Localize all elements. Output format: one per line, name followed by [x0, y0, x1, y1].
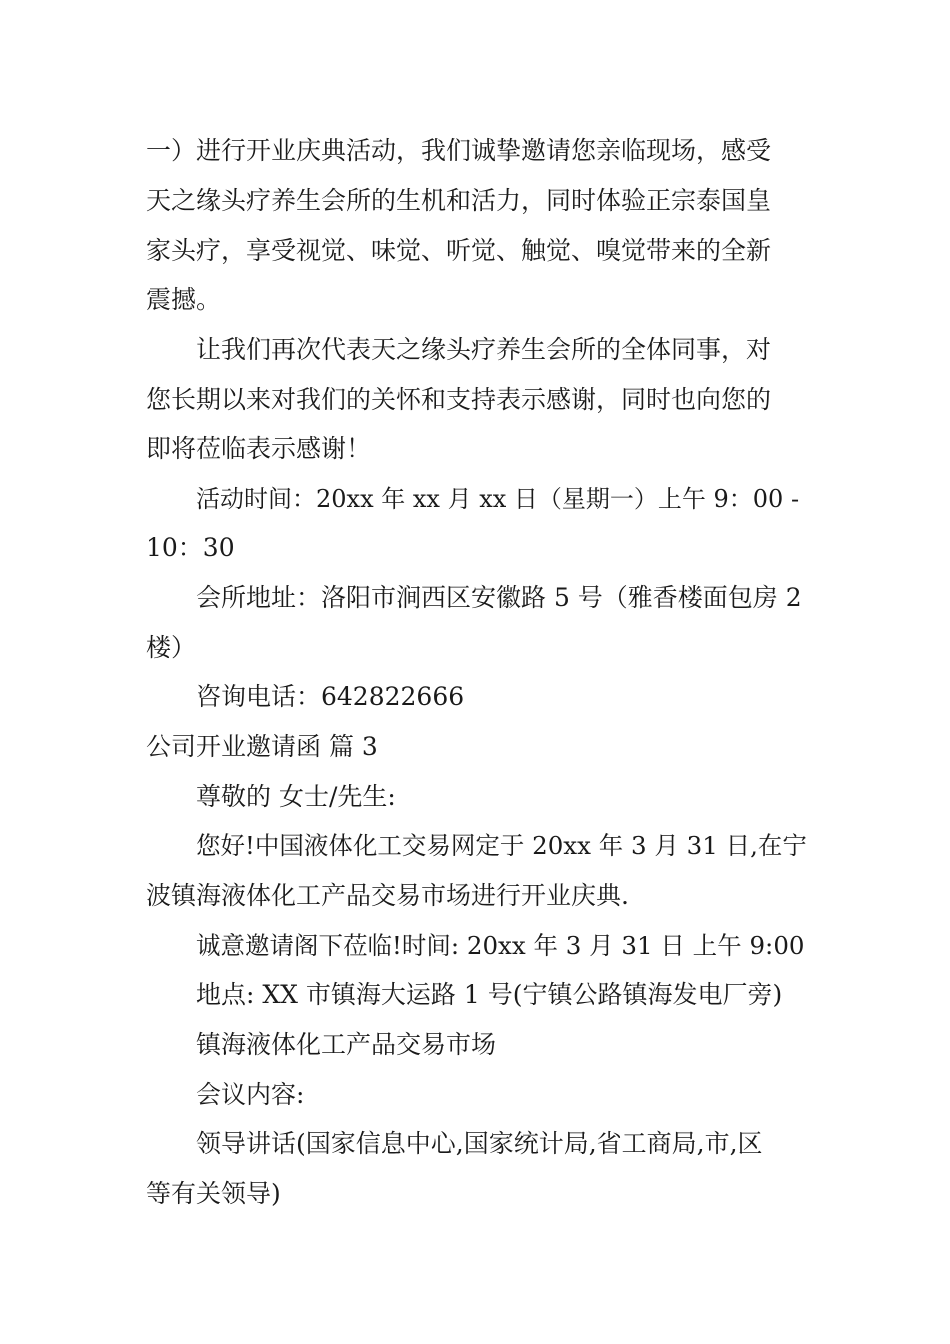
address-line: 会所地址：洛阳市涧西区安徽路 5 号（雅香楼面包房 2: [196, 583, 802, 612]
market-line: 镇海液体化工产品交易市场: [196, 1030, 497, 1059]
paragraph-line: 天之缘头疗养生会所的生机和活力，同时体验正宗泰国皇: [146, 186, 772, 215]
body-line: 波镇海液体化工产品交易市场进行开业庆典.: [146, 881, 629, 910]
greeting-line: 尊敬的 女士/先生:: [196, 782, 396, 811]
address-line: 楼）: [146, 633, 197, 662]
location-line: 地点: XX 市镇海大运路 1 号(宁镇公路镇海发电厂旁): [196, 980, 783, 1009]
paragraph-line: 一）进行开业庆典活动，我们诚挚邀请您亲临现场，感受: [146, 136, 772, 165]
invite-time-line: 诚意邀请阁下莅临!时间: 20xx 年 3 月 31 日 上午 9:00: [196, 931, 805, 960]
section-title: 公司开业邀请函 篇 3: [146, 732, 378, 761]
speech-line: 等有关领导): [146, 1179, 281, 1208]
paragraph-line: 家头疗，享受视觉、味觉、听觉、触觉、嗅觉带来的全新: [146, 236, 772, 265]
activity-time-line: 活动时间：20xx 年 xx 月 xx 日（星期一）上午 9：00 -: [196, 485, 800, 513]
paragraph-line: 让我们再次代表天之缘头疗养生会所的全体同事，对: [196, 335, 772, 364]
meeting-content-line: 会议内容:: [196, 1080, 305, 1109]
paragraph-line: 震撼。: [146, 285, 222, 314]
speech-line: 领导讲话(国家信息中心,国家统计局,省工商局,市,区: [196, 1129, 763, 1158]
body-line: 您好!中国液体化工交易网定于 20xx 年 3 月 31 日,在宁: [196, 831, 807, 860]
activity-time-line: 10：30: [146, 533, 235, 562]
paragraph-line: 您长期以来对我们的关怀和支持表示感谢，同时也向您的: [146, 385, 772, 414]
paragraph-line: 即将莅临表示感谢！: [146, 434, 372, 463]
phone-line: 咨询电话：642822666: [196, 682, 465, 711]
